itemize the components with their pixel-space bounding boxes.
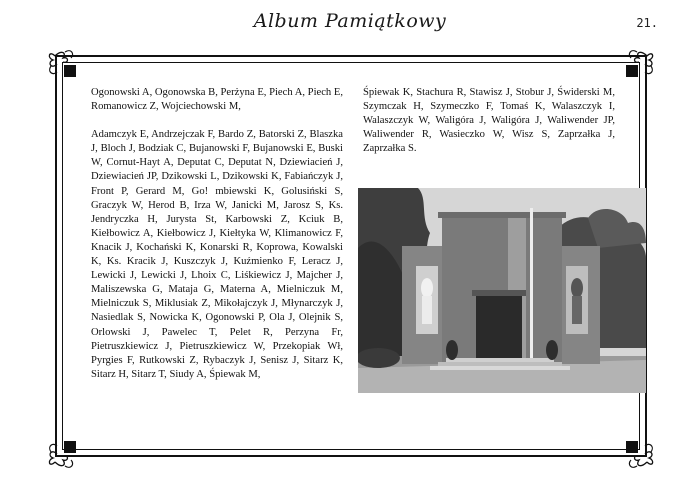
fleur-de-lis-corner-icon bbox=[617, 432, 657, 472]
fleur-de-lis-corner-icon bbox=[45, 46, 85, 86]
names-paragraph: Adamczyk E, Andrzejczak F, Bardo Z, Batorski Z, Blaszka J, Bloch J, Bodziak C, Bujanowski F, Bujanowski E, Buski W, Cornut-Hayt A, Deputat C, Deputat N, Dziewiacień J, Dziewiacień JP, Dzikowski L, Dzikowski K, Fabiańczyk J, Front P, Gerard M, Go! mbiewski K, Golusiński S, Graczyk W, Herod B, Irza W, Janicki M, Jarosz S, Ks. Jendryczka H, Jurysta St, Karbowski Z, Kciuk B, Kiełbowicz A, Kiełbowicz J, Kiełtyka W, Klimanowicz F, Knacik J, Kochański K, Konarski R, Koprowa, Kowalski K, Ks. Kracik J, Kuszczyk J, Kuźmienko F, Leracz J, Lewicki J, Lewicki J, Lhoix C, Liśkiewicz J, Majcher J, Maliszewska G, Mataja G, Materna A, Mielniczuk M, Mielniczuk S, Miklusiak Z, Mikołajczyk J, Młynarczyk J, Nasiedlak S, Nowicka K, Ogonowski P, Ola J, Olejnik S, Orlowski J, Pawelec T, Pelet R, Perzyna Fr, Pietruszkiewicz J, Pietruszkiewicz W, Przekopiak Wł, Pyrgies F, Rutkowski Z, Rybaczyk J, Senisz J, Sitarz K, Sitarz H, Sitarz T, Siudy A, Śpiewak M, bbox=[91, 129, 343, 380]
fleur-de-lis-corner-icon bbox=[617, 46, 657, 86]
page-number: 21. bbox=[636, 16, 658, 30]
names-paragraph: Śpiewak K, Stachura R, Stawisz J, Stobur J, Świderski M, Szymczak H, Szymeczko F, Tomaś K, Walaszczyk I, Walaszczyk W, Waligóra J, Waligóra J, Waliwender JP, Waliwender R, Wasieczko W, Wisz S, Zaprzałka J, Zaprzałka S. bbox=[363, 87, 615, 155]
names-column-right bbox=[363, 86, 615, 170]
chapel-photo bbox=[358, 188, 646, 393]
album-title: Album Pamiątkowy bbox=[253, 10, 447, 32]
names-column-left bbox=[91, 86, 343, 396]
fleur-de-lis-corner-icon bbox=[45, 432, 85, 472]
page-header bbox=[0, 8, 700, 38]
names-paragraph: Ogonowski A, Ogonowska B, Perżyna E, Piech A, Piech E, Romanowicz Z, Wojciechowski M, bbox=[91, 87, 343, 113]
